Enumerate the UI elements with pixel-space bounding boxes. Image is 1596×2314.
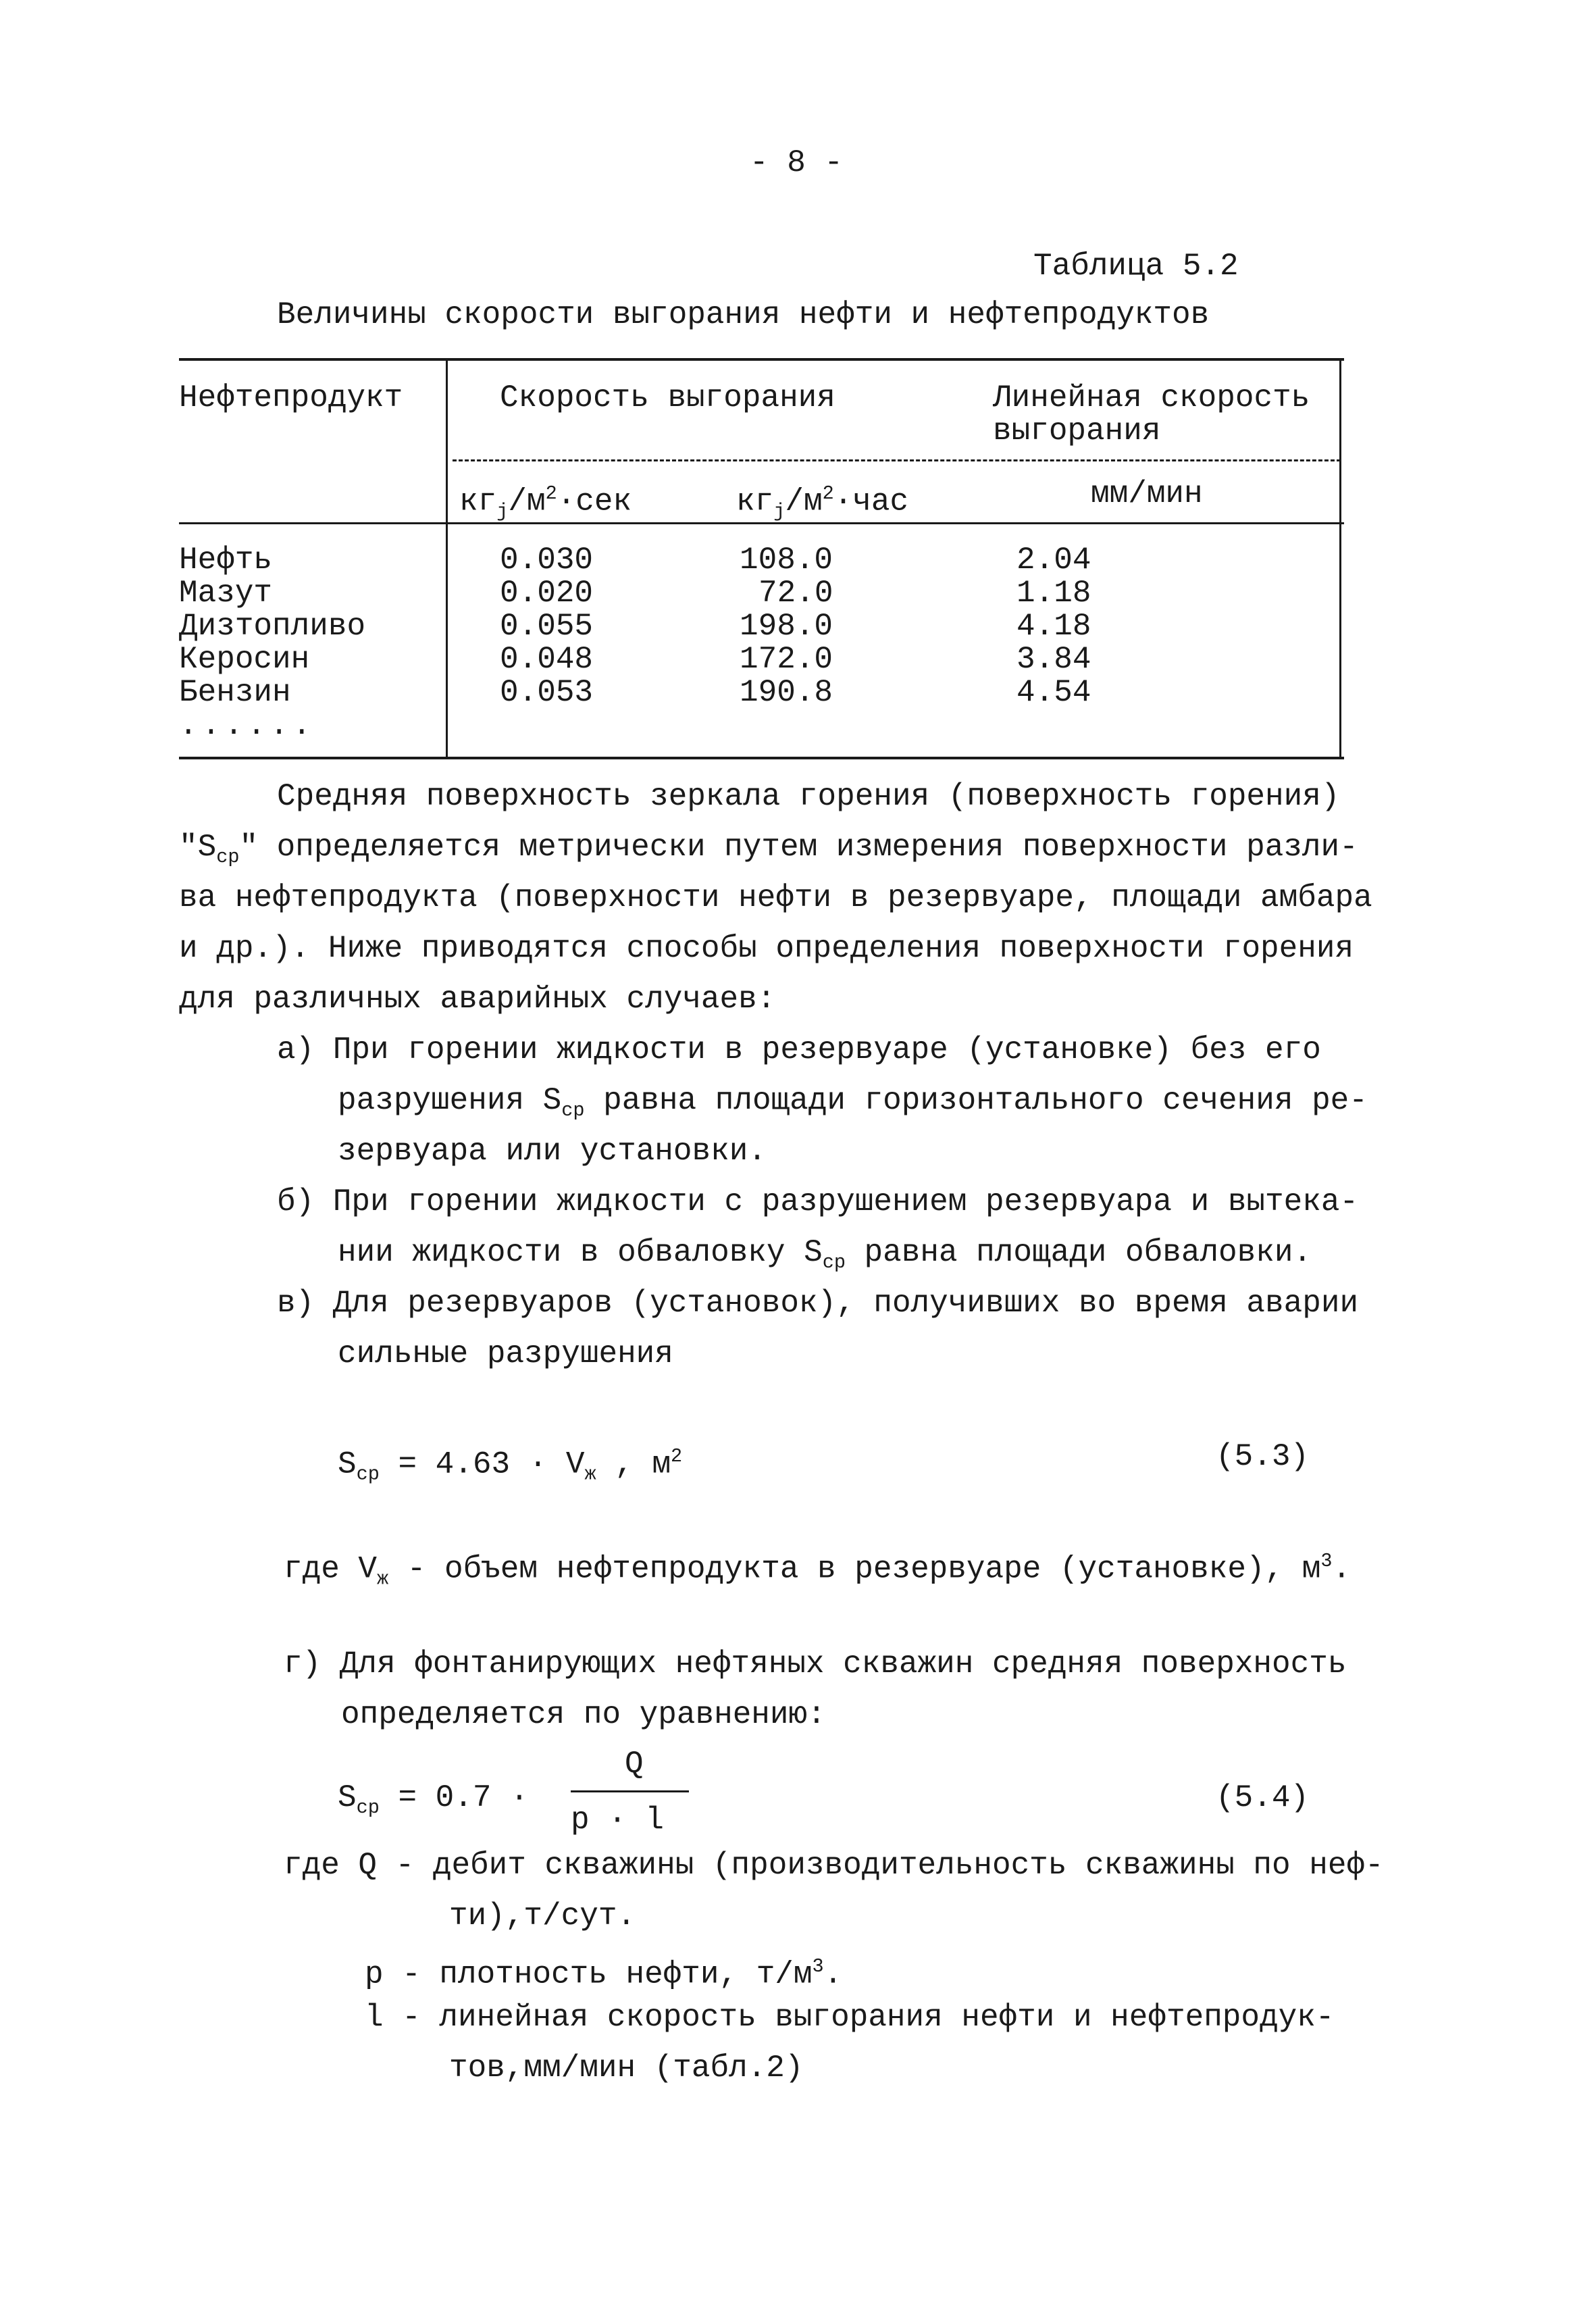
formula-5-4-fraction-bar: [571, 1790, 689, 1792]
formula-5-4-lhs: $S_{cp} = 0.7$ ·: [338, 1780, 529, 1819]
row-product: Керосин: [179, 642, 310, 677]
row-per-sec: 0.048: [500, 642, 594, 677]
paragraph-line: ва нефтепродукта (поверхности нефти в резервуаре, площади амбара: [179, 880, 1372, 915]
unit-per-second: $кг_j/м^2\cdot сек$: [459, 482, 632, 523]
where-q-line: где Q - дебит скважины (производительность скважины по неф-: [284, 1848, 1384, 1883]
paragraph-line: и др.). Ниже приводятся способы определения поверхности горения: [179, 931, 1354, 966]
where-l-line: тов,мм/мин (табл.2): [449, 2051, 804, 2086]
header-product: Нефтепродукт: [179, 380, 403, 416]
item-a-line: разрушения $S_{cp}$ равна площади горизонтального сечения ре-: [338, 1083, 1368, 1122]
table-column-divider: [446, 358, 448, 759]
table-ellipsis: ......: [179, 708, 315, 743]
item-b-line: б) При горении жидкости с разрушением резервуара и вытека-: [277, 1184, 1359, 1219]
row-per-sec: 0.020: [500, 576, 594, 611]
row-linear: 3.84: [1016, 642, 1091, 677]
item-g-line: г) Для фонтанирующих нефтяных скважин средняя поверхность: [284, 1646, 1347, 1682]
table-bottom-rule: [179, 757, 1344, 759]
row-product: Мазут: [179, 576, 273, 611]
item-b-line: нии жидкости в обваловку $S_{cp}$ равна площади обваловки.: [338, 1235, 1312, 1274]
page-number: - 8 -: [750, 145, 844, 180]
row-per-hour: 108.0: [740, 543, 833, 578]
item-c-line: сильные разрушения: [338, 1336, 673, 1372]
unit-per-hour: $кг_j/м^2\cdot час$: [736, 482, 909, 523]
paragraph-line: для различных аварийных случаев:: [179, 982, 776, 1017]
row-per-hour: 172.0: [740, 642, 833, 677]
formula-5-4-number: (5.4): [1216, 1780, 1310, 1815]
item-a-line: а) При горении жидкости в резервуаре (установке) без его: [277, 1032, 1321, 1067]
table-title: Величины скорости выгорания нефти и нефтепродуктов: [277, 297, 1210, 332]
paragraph-line: "$S_{cp}$" определяется метрически путем измерения поверхности разли-: [179, 830, 1358, 869]
table-right-border: [1339, 358, 1341, 759]
where-q-line: ти),т/сут.: [449, 1898, 636, 1934]
item-a-line: зервуара или установки.: [338, 1134, 767, 1169]
row-per-sec: 0.030: [500, 543, 594, 578]
item-c-line: в) Для резервуаров (установок), получивших во время аварии: [277, 1286, 1359, 1321]
row-per-sec: 0.053: [500, 675, 594, 710]
where-l-line: l - линейная скорость выгорания нефти и нефтепродук-: [365, 2000, 1335, 2035]
row-per-sec: 0.055: [500, 609, 594, 644]
table-top-rule: [179, 358, 1344, 361]
row-per-hour: 72.0: [758, 576, 833, 611]
row-product: Дизтопливо: [179, 609, 366, 644]
formula-5-3-number: (5.3): [1216, 1439, 1310, 1474]
formula-5-4-numerator: Q: [625, 1746, 644, 1782]
row-product: Бензин: [179, 675, 291, 710]
row-per-hour: 190.8: [740, 675, 833, 710]
row-linear: 1.18: [1016, 576, 1091, 611]
table-caption: Таблица 5.2: [1033, 249, 1239, 284]
where-v-line: где $V_ж$ - объем нефтепродукта в резервуаре (установке), $м^3$.: [284, 1550, 1352, 1590]
row-per-hour: 198.0: [740, 609, 833, 644]
row-linear: 4.18: [1016, 609, 1091, 644]
formula-5-4-denominator: p · l: [571, 1803, 665, 1838]
header-linear-rate-1: Линейная скорость: [993, 380, 1310, 416]
table-header-dashed-rule: [453, 459, 1341, 461]
row-product: Нефть: [179, 543, 273, 578]
row-linear: 4.54: [1016, 675, 1091, 710]
row-linear: 2.04: [1016, 543, 1091, 578]
item-g-line: определяется по уравнению:: [341, 1697, 826, 1732]
paragraph-line: Средняя поверхность зеркала горения (поверхность горения): [277, 779, 1340, 814]
formula-5-3: $S_{cp} = 4.63 \cdot V_ж$ , $м^2$: [338, 1445, 683, 1486]
unit-linear: мм/мин: [1091, 476, 1203, 511]
header-linear-rate-2: выгорания: [993, 413, 1161, 449]
header-burn-rate: Скорость выгорания: [500, 380, 835, 416]
where-p-line: p - плотность нефти, $т/м^3$.: [365, 1955, 843, 1992]
